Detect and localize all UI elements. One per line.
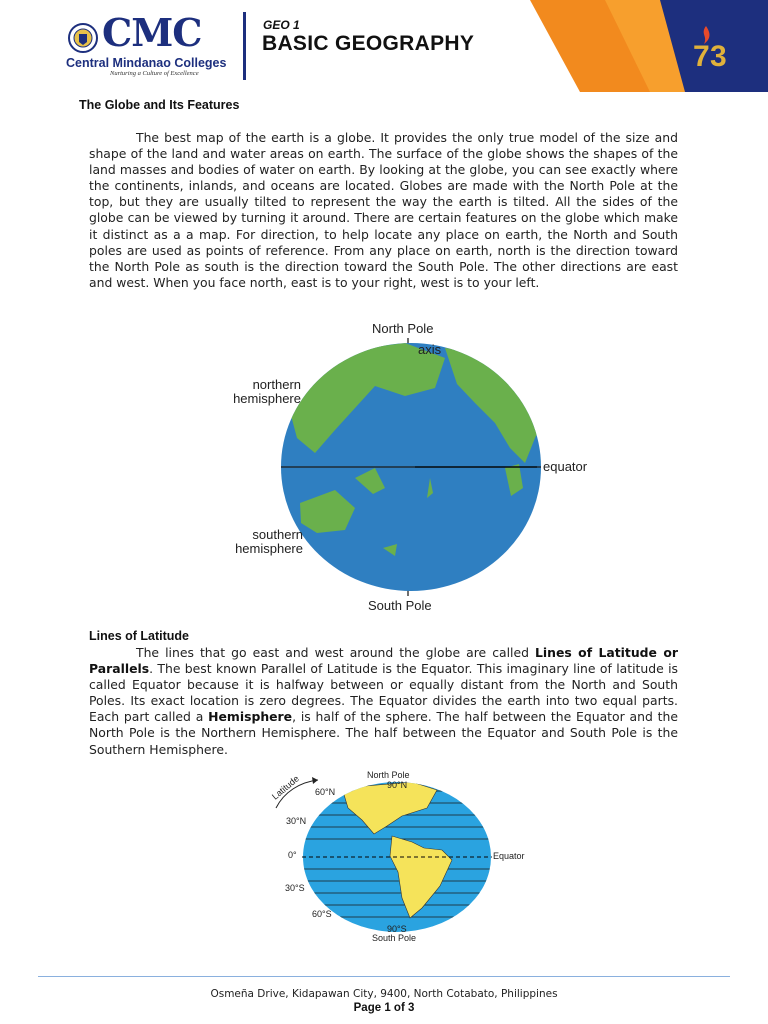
- svg-text:7: 7: [693, 40, 710, 73]
- south-pole-label: South Pole: [368, 598, 432, 613]
- lat-60n-label: 60°N: [315, 787, 336, 797]
- section-title-globe: The Globe and Its Features: [79, 98, 240, 112]
- south-pole-label: South Pole: [372, 933, 417, 943]
- globe-hemispheres-figure: [205, 318, 625, 618]
- logo-tagline: Nurturing a Culture of Excellence: [110, 70, 199, 77]
- axis-label: axis: [418, 342, 442, 357]
- page-header: [0, 0, 768, 92]
- footer-divider: [38, 976, 730, 977]
- north-pole-label: North Pole: [367, 770, 410, 780]
- globe-paragraph: The best map of the earth is a globe. It provides the only true model of the size and shape of the land and water areas on earth. The surface of the globe shows the shapes of the land masses and bodies of water on earth. By looking at the globe, you can see exactly where the continents, inlands, and oceans are located. Globes are made with the North Pole at the top, but they are usually tilted to represent the way the earth is tilted. All the sides of the globe can be viewed by turning it around. There are certain features on the globe which make it distinct as a a map. For direction, to help locate any place on earth, the North and South poles are used as points of reference. From any place on earth, north is the direction toward the North Pole as south is the direction toward the South Pole. The other directions are east and west. When you face north, east is to your right, west is to your left.: [89, 130, 678, 290]
- lat-90s-label: 90°S: [387, 924, 407, 934]
- header-divider: [243, 12, 246, 80]
- latitude-paragraph: The lines that go east and west around the globe are called Lines of Latitude or Parallels. The best known Parallel of Latitude is the Equator. This imaginary line of latitude is called Equator because it is halfway between or equally distant from the North and South Poles. Its exact location is zero degrees. The Equator divides the earth into two equal parts. Each part called a Hemisphere, is half of the sphere. The half between the Equator and the North Pole is the Northern Hemisphere. The half between the Equator and South Pole is the Southern Hemisphere.: [89, 645, 678, 757]
- north-pole-label: North Pole: [372, 321, 434, 336]
- lines-of-latitude-term: Lines of Latitude or Parallels: [89, 645, 678, 677]
- lat-0-label: 0°: [288, 850, 297, 860]
- lat-30n-label: 30°N: [286, 816, 307, 826]
- page-number: Page 1 of 3: [353, 1002, 415, 1014]
- equator-label: equator: [543, 459, 588, 474]
- latitude-arrow-label: Latitude: [270, 773, 301, 802]
- latitude-lines-figure: [262, 768, 562, 948]
- southern-hemisphere-label: southern hemisphere: [235, 527, 303, 556]
- logo-abbreviation: CMC: [102, 10, 202, 55]
- northern-hemisphere-label: northern hemisphere: [233, 377, 301, 406]
- lat-30s-label: 30°S: [285, 883, 305, 893]
- course-title: BASIC GEOGRAPHY: [262, 32, 475, 55]
- logo-college-name: Central Mindanao Colleges: [66, 56, 227, 70]
- hemisphere-term: Hemisphere: [208, 709, 293, 725]
- lat-90n-label: 90°N: [387, 780, 408, 790]
- footer-address: Osmeña Drive, Kidapawan City, 9400, North Cotabato, Philippines: [210, 988, 558, 1000]
- college-logo: [62, 10, 232, 77]
- svg-text:3: 3: [710, 40, 727, 73]
- lat-60s-label: 60°S: [312, 909, 332, 919]
- course-code: GEO 1: [263, 18, 300, 32]
- seal-icon: [68, 18, 98, 58]
- header-banner: [510, 0, 768, 92]
- section-title-latitude: Lines of Latitude: [89, 629, 189, 643]
- equator-label: Equator: [493, 851, 525, 861]
